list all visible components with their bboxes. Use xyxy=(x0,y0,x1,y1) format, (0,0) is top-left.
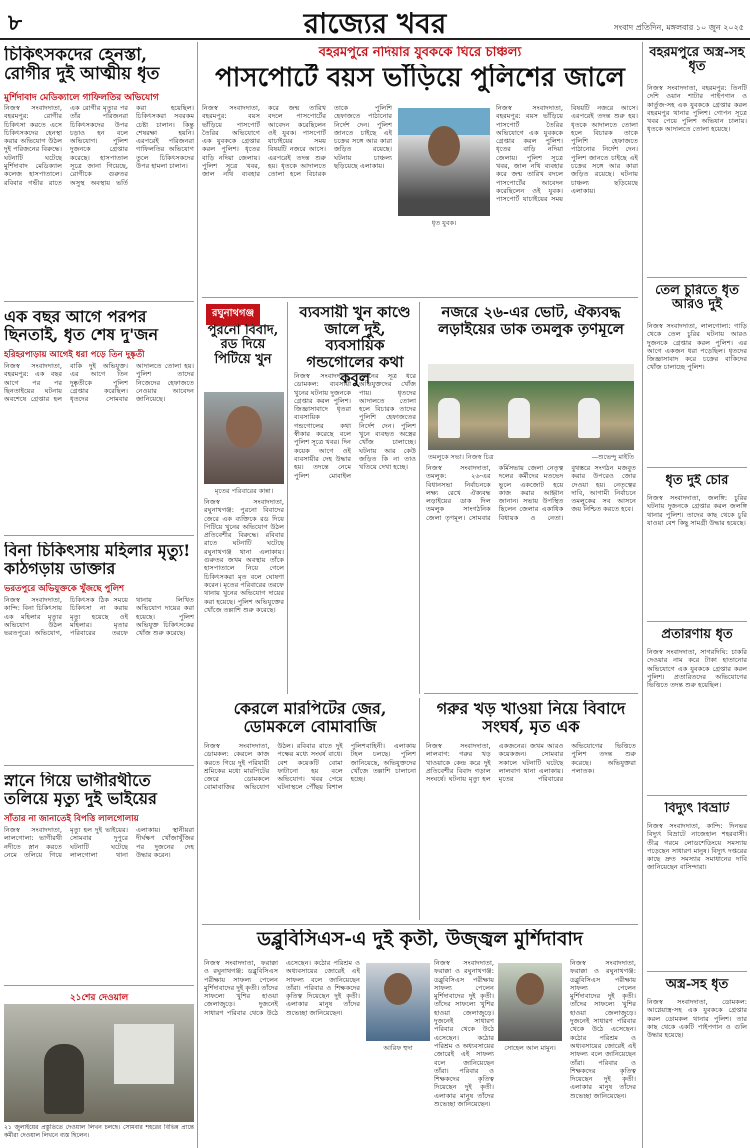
article-body: নিজস্ব সংবাদদাতা, কান্দি: বিনা চিকিৎসায় এক মহিলার মৃত্যুর অভিযোগ উঠল ভরতপুরে। অভিযোগ, চিকিৎসক ঠিক সময়ে চিকিৎসা না করায় মৃত্যু হয়েছে ওই মহিলার। মৃতার পরিবারের তরফে থানায় লিখিত অভিযোগ দায়ের করা হয়েছে। পুলিশ অভিযুক্ত চিকিৎসকের খোঁজ শুরু করেছে। xyxy=(4,596,194,638)
headline: বহরমপুরে অস্ত্র-সহ ধৃত xyxy=(649,46,745,75)
topper-photo-sohel xyxy=(498,963,562,1041)
brief-fraud xyxy=(647,626,747,796)
article-tmc-tamluk xyxy=(424,302,638,694)
article-body-left: নিজস্ব সংবাদদাতা, ফরাক্কা ও রঘুনাথগঞ্জ: ডব্লুবিসিএস পরীক্ষায় সাফল্য পেলেন মুর্শিদাবাদের দুই কৃতী। তাঁদের সাফল্যে খুশির হাওয়া জেলাজুড়ে। দুজনেই সাধারণ পরিবার থেকে উঠে এসেছেন। কঠোর পরিশ্রম ও অধ্যবসায়ের জোরেই এই সাফল্য বলে জানিয়েছেন তাঁরা। পরিবার ও শিক্ষকদের কৃতিত্ব দিয়েছেন দুই কৃতী। এলাকার মানুষ তাঁদের শুভেচ্ছা জানিয়েছেন। xyxy=(204,959,360,1017)
article-body: নিজস্ব সংবাদদাতা, ডোমকল: কেরলে কাজ করতে গিয়ে দুই পরিযায়ী শ্রমিকের মধ্যে মারপিটের জেরে ডোমকলে বোমাবাজির অভিযোগ উঠল। রবিবার রাতে দুই পক্ষের মধ্যে সংঘর্ষ বাধে। বেশ কয়েকটি বোমা ফাটানো হয় বলে অভিযোগ। খবর পেয়ে ঘটনাস্থলে পৌঁছয় বিশাল পুলিশবাহিনী। এলাকায় টহল চলছে। পুলিশ জানিয়েছে, অভিযুক্তদের খোঁজে তল্লাশি চালানো হচ্ছে। xyxy=(204,742,416,792)
article-wbcs-toppers xyxy=(202,924,638,1146)
article-body-left: নিজস্ব সংবাদদাতা, বহরমপুর: বয়স ভাঁড়িয়ে পাসপোর্ট তৈরির অভিযোগে এক যুবককে গ্রেপ্তার করল পুলিশ। ধৃতের বাড়ি নদিয়া জেলায়। পুলিশ সূত্রে খবর, জাল নথি ব্যবহার করে জন্ম তারিখ বদলে পাসপোর্টের আবেদন করেছিলেন ওই যুবক। পাসপোর্ট যাচাইয়ের সময় বিষয়টি নজরে আসে। এরপরেই তদন্ত শুরু হয়। ধৃতকে আদালতে তোলা হলে বিচারক তাকে পুলিশি হেফাজতে পাঠানোর নির্দেশ দেন। পুলিশ জানতে চাইছে এই চক্রের সঙ্গে আর কারা জড়িত রয়েছে। ঘটনায় চাঞ্চল্য ছড়িয়েছে এলাকায়। xyxy=(202,104,392,179)
article-kerala-clash xyxy=(202,698,420,920)
article-snatching xyxy=(4,306,194,536)
article-murder-raghunathganj xyxy=(202,302,288,694)
face-shape xyxy=(428,126,460,166)
face-shape xyxy=(384,973,412,1005)
headline: ধৃত দুই চোর xyxy=(665,474,729,488)
headline: পাসপোর্টে বয়স ভাঁড়িয়ে পুলিশের জালে xyxy=(215,64,625,93)
brief-berhampore-arms xyxy=(647,44,747,278)
article-drowning xyxy=(4,770,194,986)
speaker-figure xyxy=(438,398,460,438)
photo-feature-wall-writing xyxy=(4,990,194,1146)
article-body: নিজস্ব সংবাদদাতা, লালবাগ: গরুর খড় খাওয়াকে কেন্দ্র করে দুই প্রতিবেশীর বিবাদ গড়াল সংঘর্ষে। ঘটনায় মৃত্যু হল একজনের। জখম আরও কয়েকজন। সোমবার সকালে ঘটনাটি ঘটেছে লালবাগ থানা এলাকায়। মৃতের পরিবারের অভিযোগের ভিত্তিতে পুলিশ তদন্ত শুরু করেছে। অভিযুক্তরা পলাতক। xyxy=(426,742,636,784)
article-businessman-murder xyxy=(292,302,420,694)
kicker: হরিহরপাড়ায় আগেই ধরা পড়ে তিন দুষ্কৃতী xyxy=(4,350,145,360)
article-body: নিজস্ব সংবাদদাতা, ডোমকল: ব্যবসায়ী খুনের ঘটনায় দুজনকে গ্রেপ্তার করল পুলিশ। জিজ্ঞাসাবাদে ধৃতরা ব্যবসায়িক গন্ডগোলের কথা স্বীকার করেছে বলে পুলিশ সূত্রে খবর। দিন কয়েক আগে ওই ব্যবসায়ীর দেহ উদ্ধার হয়। তদন্তে নেমে পুলিশ মোবাইল ফোনের সূত্র ধরে অভিযুক্তদের খোঁজ পায়। ধৃতদের আদালতে তোলা হলে বিচারক তাদের পুলিশি হেফাজতের নির্দেশ দেন। পুলিশ খুনে ব্যবহৃত অস্ত্রের খোঁজ চালাচ্ছে। ঘটনায় আর কেউ জড়িত কি না তাও খতিয়ে দেখা হচ্ছে। xyxy=(294,372,416,480)
section-masthead: রাজ্যের খবর xyxy=(303,7,447,40)
kicker: বহরমপুরে নদিয়ার যুবককে ঘিরে চাঞ্চল্য xyxy=(318,46,522,60)
brief-oil-theft xyxy=(647,282,747,468)
photo-caption: তমলুকে সভা। নিজস্ব চিত্র xyxy=(428,453,494,461)
headline: পুরনো বিবাদ, রড দিয়ে পিটিয়ে খুন xyxy=(207,324,279,367)
article-body: নিজস্ব সংবাদদাতা, বহরমপুর: তিনটি দেশি ওয়ান শাটার পাইপগান ও কার্তুজ-সহ এক যুবককে গ্রেপ্তার করল বহরমপুর থানার পুলিশ। গোপন সূত্রে খবর পেয়ে পুলিশ অভিযান চালায়। ধৃতকে আদালতে তোলা হয়েছে। xyxy=(647,84,747,134)
grieving-family-photo xyxy=(204,392,284,484)
caption-arif: আরিফ হুদা xyxy=(383,1044,413,1052)
headline: তেল চুরিতে ধৃত আরও দুই xyxy=(655,284,739,313)
article-body: নিজস্ব সংবাদদাতা, ডোমকল: আগ্নেয়াস্ত্র-সহ এক যুবককে গ্রেপ্তার করল ডোমকল থানার পুলিশ। তার কাছ থেকে একটি পাইপগান ও গুলি উদ্ধার হয়েছে। xyxy=(647,998,747,1040)
photo-caption: মৃতের পরিবারের কান্না। xyxy=(214,487,274,495)
article-body-mid: নিজস্ব সংবাদদাতা, ফরাক্কা ও রঘুনাথগঞ্জ: ডব্লুবিসিএস পরীক্ষায় সাফল্য পেলেন মুর্শিদাবাদের দুই কৃতী। তাঁদের সাফল্যে খুশির হাওয়া জেলাজুড়ে। দুজনেই সাধারণ পরিবার থেকে উঠে এসেছেন। কঠোর পরিশ্রম ও অধ্যবসায়ের জোরেই এই সাফল্য বলে জানিয়েছেন তাঁরা। পরিবার ও শিক্ষকদের কৃতিত্ব দিয়েছেন দুই কৃতী। এলাকার মানুষ তাঁদের শুভেচ্ছা জানিয়েছেন। xyxy=(434,959,494,1109)
person-figure xyxy=(44,1044,84,1114)
page-header xyxy=(0,0,750,40)
kicker: ভরতপুরে অভিযুক্তকে খুঁজছে পুলিশ xyxy=(4,584,125,594)
brief-power-outage xyxy=(647,800,747,972)
kicker: সাঁতার না জানাতেই বিপত্তি লালগোলায় xyxy=(4,814,139,824)
headline: ব্যবসায়ী খুন কাণ্ডে জালে দুই, ব্যবসায়িক গন্ডগোলের কথা কবুল xyxy=(299,304,411,387)
photographer-credit: —শুভেন্দু মাইতি xyxy=(591,453,634,461)
article-cattle-fodder-clash xyxy=(424,698,638,920)
rally-photo xyxy=(428,364,634,450)
photo-caption: ধৃত যুবক। xyxy=(431,219,457,227)
article-no-treatment xyxy=(4,540,194,766)
brief-two-thieves xyxy=(647,472,747,622)
headline: বিদ্যুৎ বিভ্রাট xyxy=(664,802,730,816)
wall-writing-photo xyxy=(4,1004,194,1122)
accused-photo xyxy=(398,108,490,216)
face-shape xyxy=(226,406,262,448)
headline: কেরলে মারপিটের জের, ডোমকলে বোমাবাজি xyxy=(233,700,387,736)
lead-article-passport xyxy=(202,42,638,298)
article-body-right: নিজস্ব সংবাদদাতা, বহরমপুর: বয়স ভাঁড়িয়ে পাসপোর্ট তৈরির অভিযোগে এক যুবককে গ্রেপ্তার করল পুলিশ। ধৃতের বাড়ি নদিয়া জেলায়। পুলিশ সূত্রে খবর, জাল নথি ব্যবহার করে জন্ম তারিখ বদলে পাসপোর্টের আবেদন করেছিলেন ওই যুবক। পাসপোর্ট যাচাইয়ের সময় বিষয়টি নজরে আসে। এরপরেই তদন্ত শুরু হয়। ধৃতকে আদালতে তোলা হলে বিচারক তাকে পুলিশি হেফাজতে পাঠানোর নির্দেশ দেন। পুলিশ জানতে চাইছে এই চক্রের সঙ্গে আর কারা জড়িত রয়েছে। ঘটনায় চাঞ্চল্য ছড়িয়েছে এলাকায়। xyxy=(496,104,638,204)
article-body: নিজস্ব সংবাদদাতা, কান্দি: দিনভর বিদ্যুৎ বিভ্রাটে নাজেহাল শহরবাসী। তীব্র গরমে লোডশেডিংয়ে সমস্যায় পড়েছেন সাধারণ মানুষ। বিদ্যুৎ দপ্তরের কাছে দ্রুত সমস্যার সমাধানের দাবি জানিয়েছেন বাসিন্দারা। xyxy=(647,822,747,872)
kicker: মুর্শিদাবাদ মেডিক্যালে গাফিলতির অভিযোগ xyxy=(4,93,159,103)
headline: গরুর খড় খাওয়া নিয়ে বিবাদে সংঘর্ষ, মৃত এক xyxy=(436,700,626,736)
article-body-right: নিজস্ব সংবাদদাতা, ফরাক্কা ও রঘুনাথগঞ্জ: ডব্লুবিসিএস পরীক্ষায় সাফল্য পেলেন মুর্শিদাবাদের দুই কৃতী। তাঁদের সাফল্যে খুশির হাওয়া জেলাজুড়ে। দুজনেই সাধারণ পরিবার থেকে উঠে এসেছেন। কঠোর পরিশ্রম ও অধ্যবসায়ের জোরেই এই সাফল্য বলে জানিয়েছেন তাঁরা। পরিবার ও শিক্ষকদের কৃতিত্ব দিয়েছেন দুই কৃতী। এলাকার মানুষ তাঁদের শুভেচ্ছা জানিয়েছেন। xyxy=(570,959,636,1100)
article-body: নিজস্ব সংবাদদাতা, লালগোলা: ভাগীরথী নদীতে স্নান করতে নেমে তলিয়ে গিয়ে মৃত্যু হল দুই ভাইয়ের। সোমবার দুপুরে ঘটনাটি ঘটেছে লালগোলা থানা এলাকায়। স্থানীয়রা দীর্ঘক্ষণ খোঁজাখুঁজির পর দুজনের দেহ উদ্ধার করেন। xyxy=(4,826,194,859)
headline: ডব্লুবিসিএস-এ দুই কৃতী, উজ্জ্বল মুর্শিদাবাদ xyxy=(257,929,583,950)
dateline: সংবাদ প্রতিদিন, মঙ্গলবার ১০ জুন ২০২৫ xyxy=(613,23,744,32)
page-number: ৮ xyxy=(8,10,23,36)
speaker-figure xyxy=(578,398,600,438)
right-column xyxy=(642,42,750,1148)
headline: অস্ত্র-সহ ধৃত xyxy=(665,978,729,992)
brief-arms-arrest xyxy=(647,976,747,1146)
wall-panel xyxy=(114,1024,174,1084)
headline: প্রতারণায় ধৃত xyxy=(661,628,733,642)
headline: চিকিৎসকদের হেনস্তা, রোগীর দুই আত্মীয় ধৃত xyxy=(4,46,160,84)
caption-sohel: সোহেল আল মামুন। xyxy=(504,1044,556,1052)
speaker-figure xyxy=(508,398,530,438)
headline: বিনা চিকিৎসায় মহিলার মৃত্যু! কাঠগড়ায় ডাক্তার xyxy=(4,542,191,578)
article-body: নিজস্ব সংবাদদাতা, তমলুক: ২৬-এর বিধানসভা নির্বাচনকে লক্ষ্য রেখে ঐক্যবদ্ধ লড়াইয়ের ডাক দিল তমলুক সাংগঠনিক জেলা তৃণমূল। সোমবার কর্মিসভায় জেলা নেতৃত্ব দলের কর্মীদের মতভেদ ভুলে একজোট হয়ে কাজ করার আহ্বান জানান। সভায় উপস্থিত ছিলেন জেলার একাধিক বিধায়ক ও নেতা। বুথস্তরে সংগঠন মজবুত করার উপরেও জোর দেওয়া হয়। নেতৃত্বের দাবি, আগামী নির্বাচনে তমলুকের সব আসনে জয় নিশ্চিত করতে হবে। xyxy=(426,464,636,522)
article-body: নিজস্ব সংবাদদাতা, বহরমপুর: রোগীর চিকিৎসা করতে এসে চিকিৎসকদের হেনস্থা করার অভিযোগ উঠল দুই পরিজনের বিরুদ্ধে। ঘটনাটি ঘটেছে মুর্শিদাবাদ মেডিক্যাল কলেজ হাসপাতালে। রবিবার গভীর রাতে এক রোগীর মৃত্যুর পর তাঁর পরিজনরা চিকিৎসকদের উপর চড়াও হন বলে অভিযোগ। পুলিশ দুজনকে গ্রেপ্তার করেছে। হাসপাতাল সূত্রে জানা গিয়েছে, রোগীকে গুরুতর অসুস্থ অবস্থায় ভর্তি করা হয়েছিল। চিকিৎসকরা সবরকম চেষ্টা চালান। কিন্তু শেষরক্ষা হয়নি। এরপরেই পরিজনরা গাফিলতির অভিযোগ তুলে চিকিৎসকদের উপর হামলা চালান। xyxy=(4,104,194,187)
photo-caption: ২১ জুলাইয়ের প্রস্তুতিতে দেওয়াল লিখন চলছে। সোমবার শহরের বিভিন্ন প্রান্তে কর্মীরা দেওয়াল লিখনে ব্যস্ত ছিলেন। xyxy=(4,1124,194,1140)
headline: এক বছর আগে পরপর ছিনতাই, ধৃত শেষ দু'জন xyxy=(4,308,158,344)
headline: স্নানে গিয়ে ভাগীরথীতে তলিয়ে মৃত্যু দুই ভাইয়ের xyxy=(4,772,157,808)
face-shape xyxy=(516,973,544,1005)
section-label: ২১শের দেওয়াল xyxy=(69,993,129,1003)
headline: নজরে ২৬-এর ভোট, ঐক্যবদ্ধ লড়াইয়ের ডাক তমলুক তৃণমূলে xyxy=(438,304,624,337)
article-body: নিজস্ব সংবাদদাতা, সাগরদিঘি: চাকরি দেওয়ার নাম করে টাকা হাতানোর অভিযোগে এক যুবককে গ্রেপ্তার করল পুলিশ। প্রতারিতদের অভিযোগের ভিত্তিতে তদন্ত শুরু হয়েছিল। xyxy=(647,648,747,690)
article-doctors-harassment xyxy=(4,44,194,302)
topper-photo-arif xyxy=(366,963,430,1041)
article-body: নিজস্ব সংবাদদাতা, লালগোলা: গাড়ি থেকে তেল চুরির ঘটনায় আরও দুজনকে গ্রেপ্তার করল পুলিশ। এর আগে একজন ধরা পড়েছিল। ধৃতদের জিজ্ঞাসাবাদ করে চক্রের বাকিদের খোঁজ চালাচ্ছে পুলিশ। xyxy=(647,322,747,372)
left-column xyxy=(0,42,198,1148)
article-body: নিজস্ব সংবাদদাতা, জলঙ্গি: চুরির ঘটনায় দুজনকে গ্রেপ্তার করল জলঙ্গি থানার পুলিশ। তাদের কাছ থেকে চুরি যাওয়া বেশ কিছু সামগ্রী উদ্ধার হয়েছে। xyxy=(647,494,747,527)
place-tag: রঘুনাথগঞ্জ xyxy=(206,304,260,325)
article-body: নিজস্ব সংবাদদাতা, বহরমপুর: এক বছর আগে পর পর ছিনতাইয়ের ঘটনায় অবশেষে গ্রেপ্তার হল বাকি দুই অভিযুক্ত। এর আগে তিন দুষ্কৃতীকে পুলিশ গ্রেপ্তার করেছিল। ধৃতদের সোমবার আদালতে তোলা হয়। পুলিশ তাদের নিজেদের হেফাজতে নেওয়ার আবেদন জানিয়েছে। xyxy=(4,362,194,404)
article-body: নিজস্ব সংবাদদাতা, রঘুনাথগঞ্জ: পুরনো বিবাদের জেরে এক ব্যক্তিকে রড দিয়ে পিটিয়ে খুনের অভিযোগ উঠল প্রতিবেশীর বিরুদ্ধে। রবিবার রাতে ঘটনাটি ঘটেছে রঘুনাথগঞ্জ থানা এলাকায়। গুরুতর জখম অবস্থায় তাঁকে হাসপাতালে নিয়ে গেলে চিকিৎসকরা মৃত বলে ঘোষণা করেন। মৃতের পরিবারের তরফে থানায় খুনের অভিযোগ দায়ের করা হয়েছে। পুলিশ অভিযুক্তের খোঁজে তল্লাশি শুরু করেছে। xyxy=(204,498,284,614)
